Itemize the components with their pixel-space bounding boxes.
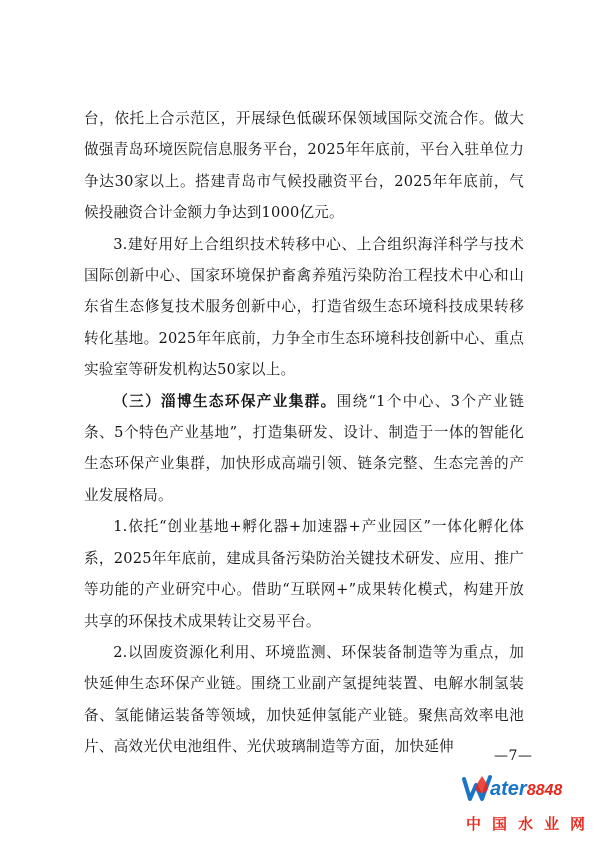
section-text: 围绕“1个中心、3个产业链条、5个特色产业基地”，打造集研发、设计、制造于一体的智能化生态环保产业集群，加快形成高端引领、链条完整、生态完善的产业发展格局。 (84, 392, 524, 504)
paragraph-item-3: 3.建好用好上合组织技术转移中心、上合组织海洋科学与技术国际创新中心、国家环境保护畜禽养殖污染防治工程技术中心和山东省生态修复技术服务创新中心，打造省级生态环境科技成果转移转化基地。2025年年底前，力争全市生态环境科技创新中心、重点实验室等研发机构达50家以上。 (84, 235, 524, 379)
paragraph-continuation: 台，依托上合示范区，开展绿色低碳环保领域国际交流合作。做大做强青岛环境医院信息服务平台，2025年年底前，平台入驻单位力争达30家以上。搭建青岛市气候投融资平台，2025年年底前，气候投融资合计金额力争达到1000亿元。 (84, 110, 524, 222)
logo-ater: ater (490, 778, 527, 800)
logo-number: 8848 (526, 782, 563, 799)
page-number: —7— (494, 748, 533, 764)
water-w-icon (462, 771, 492, 805)
paragraph-item-2: 2.以固废资源化利用、环境监测、环保装备制造等为重点，加快延伸生态环保产业链。围绕工业副产氢提纯装置、电解水制氢装备、氢能储运装备等领域，加快延伸氢能产业链。聚焦高效率电池片、高效光伏电池组件、光伏玻璃制造等方面，加快延伸 (84, 643, 524, 756)
paragraph-section-3 (84, 386, 524, 512)
paragraph-item-1: 1.依托“创业基地+孵化器+加速器+产业园区”一体化孵化体系，2025年年底前，建成具备污染防治关键技术研发、应用、推广等功能的产业研究中心。借助“互联网+”成果转化模式，构建开放共享的环保技术成果转让交易平台。 (84, 518, 524, 630)
water8848-logo (462, 771, 597, 841)
logo-chinese-name: 中国水业网 (466, 815, 597, 833)
logo-word (490, 777, 562, 803)
logo-wordmark (462, 771, 590, 807)
document-body (84, 103, 524, 763)
section-heading: （三）淄博生态环保产业集群。 (113, 392, 337, 410)
